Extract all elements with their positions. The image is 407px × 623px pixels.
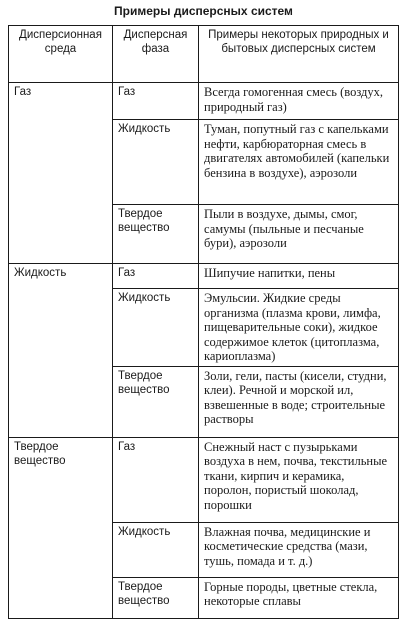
page-title: Примеры дисперсных систем <box>114 4 293 18</box>
examples-cell: Всегда гомогенная смесь (воздух, природный газ) <box>199 83 399 120</box>
examples-cell: Эмульсии. Жидкие среды организма (плазма крови, лимфа, пищеварительные соки), жидкое содержимое клеток (цитоплазма, кариоплазма) <box>199 289 399 367</box>
header-row <box>9 26 399 83</box>
examples-cell: Снежный наст с пузырьками воздуха в нем, почва, текстильные ткани, кирпич и керамика, поролон, пористый шоколад, порошки <box>199 437 399 522</box>
table-row <box>9 437 399 522</box>
table-row <box>9 83 399 120</box>
medium-cell-solid: Твердое вещество <box>9 437 113 618</box>
examples-cell: Пыли в воздухе, дымы, смог, самумы (пыльные и песчаные бури), аэрозоли <box>199 205 399 264</box>
phase-cell: Жидкость <box>113 120 199 205</box>
examples-cell: Влажная почва, медицинские и косметические средства (мази, тушь, помада и т. д.) <box>199 522 399 577</box>
phase-cell: Жидкость <box>113 289 199 367</box>
examples-cell: Туман, попутный газ с капельками нефти, карбюраторная смесь в двигателях автомобилей (капельки бензина в воздухе), аэрозоли <box>199 120 399 205</box>
phase-cell: Газ <box>113 83 199 120</box>
header-examples: Примеры некоторых природных и бытовых дисперсных систем <box>199 26 399 83</box>
phase-cell: Твердое вещество <box>113 366 199 437</box>
phase-cell: Газ <box>113 437 199 522</box>
medium-cell-gas: Газ <box>9 83 113 264</box>
phase-cell: Твердое вещество <box>113 205 199 264</box>
examples-cell: Шипучие напитки, пены <box>199 264 399 289</box>
examples-cell: Золи, гели, пасты (кисели, студни, клеи). Речной и морской ил, взвешенные в воде; строительные растворы <box>199 366 399 437</box>
header-medium: Дисперсионная среда <box>9 26 113 83</box>
medium-cell-liquid: Жидкость <box>9 264 113 438</box>
phase-cell: Газ <box>113 264 199 289</box>
table-row <box>9 264 399 289</box>
header-phase: Дисперсная фаза <box>113 26 199 83</box>
phase-cell: Жидкость <box>113 522 199 577</box>
phase-cell: Твердое вещество <box>113 577 199 618</box>
examples-cell: Горные породы, цветные стекла, некоторые сплавы <box>199 577 399 618</box>
disperse-systems-table <box>8 25 399 619</box>
